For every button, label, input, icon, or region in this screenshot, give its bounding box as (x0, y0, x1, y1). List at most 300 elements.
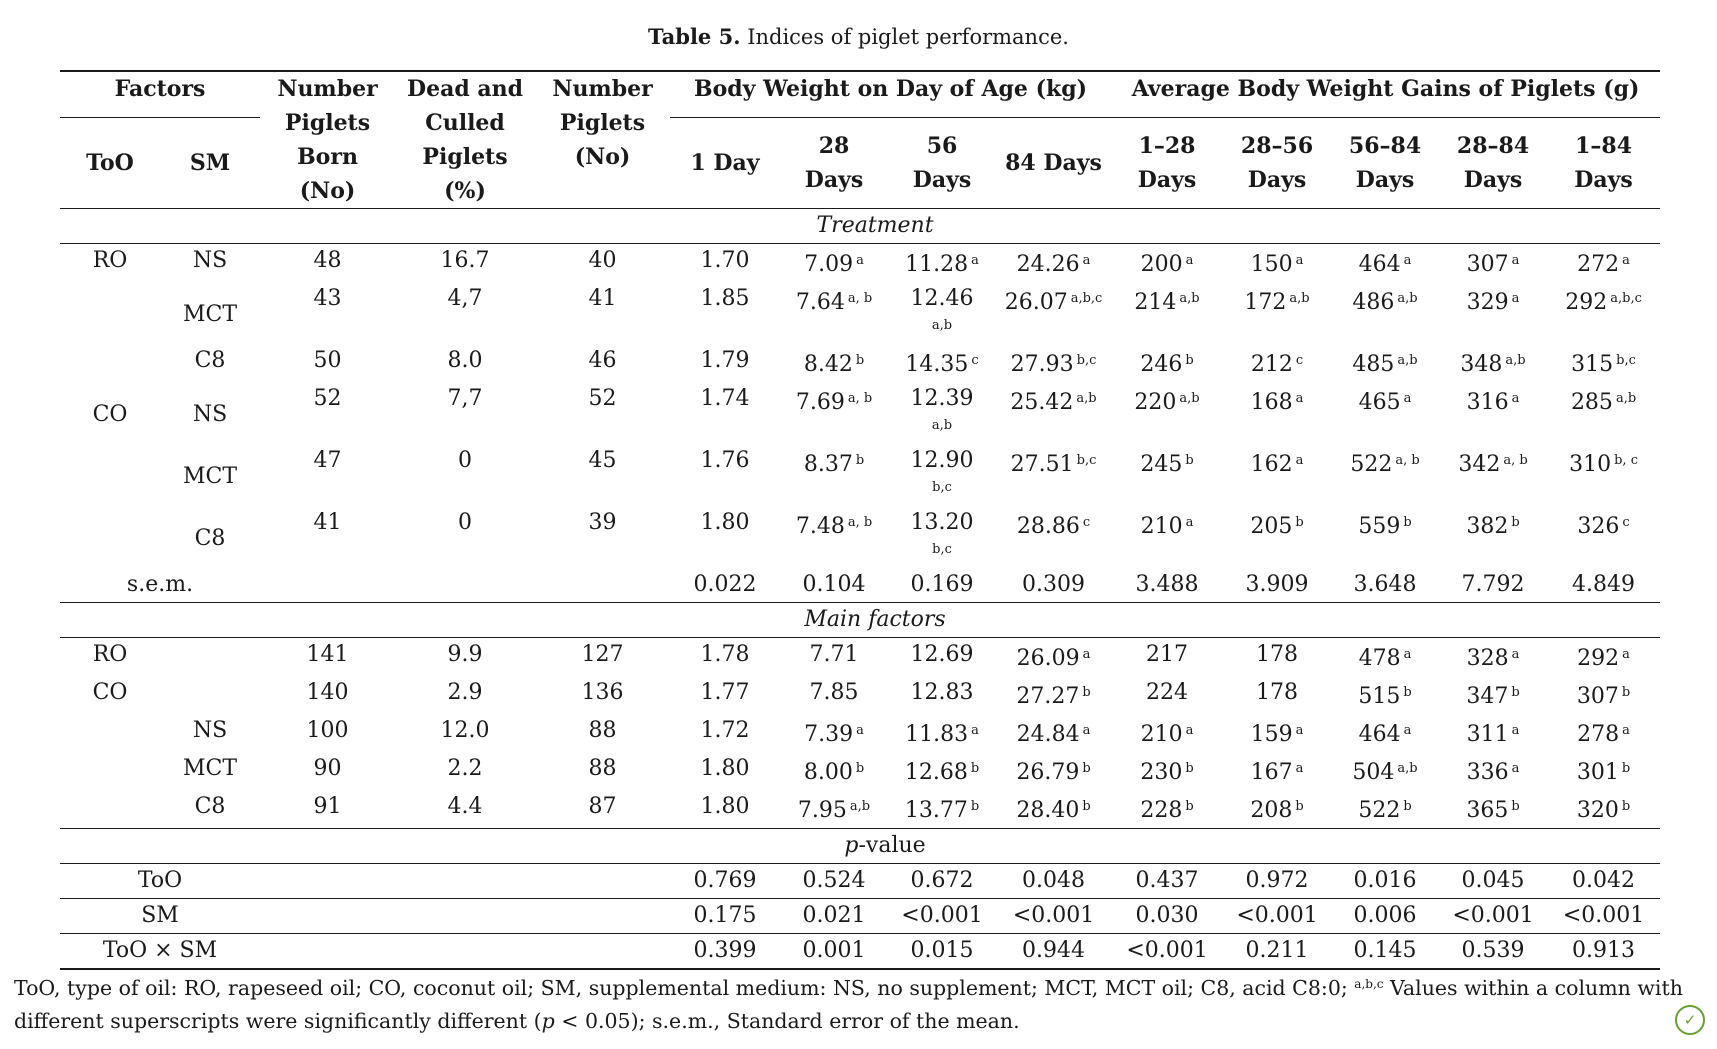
value-cell (1111, 506, 1223, 568)
cell-superscript: a,b (931, 318, 953, 333)
cell-value: 12.90 (910, 448, 974, 473)
cell-value: 342 (1458, 452, 1501, 477)
value-cell (1223, 344, 1331, 382)
value-cell (1223, 244, 1331, 283)
sem-value: 0.104 (802, 572, 866, 597)
cell-superscript: a, b (1395, 453, 1420, 468)
cell-superscript: a (1403, 391, 1412, 406)
cell-value: 1.76 (700, 448, 750, 473)
p-value-label: ToO (137, 868, 183, 893)
value-cell (888, 282, 996, 344)
value-cell (780, 790, 888, 829)
cell-value: 150 (1250, 252, 1293, 277)
cell-superscript: a,b (1397, 761, 1418, 776)
value-cell (780, 752, 888, 790)
value-cell (780, 244, 888, 283)
header-line: Born (297, 144, 358, 170)
cell-value: 320 (1576, 798, 1619, 823)
cell-value: 26.79 (1016, 760, 1080, 785)
row-too (60, 790, 160, 829)
row-too: RO (92, 248, 128, 273)
table-body (60, 209, 1660, 970)
p-value-cell: <0.001 (1126, 938, 1208, 963)
cell-superscript: b, c (1614, 453, 1638, 468)
value-cell (1331, 282, 1439, 344)
value-cell (1547, 444, 1660, 506)
cell-superscript: c (1295, 353, 1304, 368)
value-cell (1111, 752, 1223, 790)
empty-cell (260, 934, 395, 970)
value-cell (1223, 638, 1331, 677)
cell-value: 365 (1466, 798, 1509, 823)
value-cell (670, 344, 780, 382)
cell-superscript: a,b (849, 799, 871, 814)
footnote-p: p (541, 1009, 555, 1033)
cell-value: 27.93 (1010, 352, 1074, 377)
cell-superscript: a (1511, 291, 1520, 306)
row-sm: MCT (182, 302, 238, 327)
value-cell (1547, 282, 1660, 344)
row-number: 88 (588, 718, 617, 743)
row-dead: 9.9 (447, 642, 483, 667)
cell-value: 7.48 (795, 514, 845, 539)
value-cell (1331, 714, 1439, 752)
row-too: CO (92, 680, 128, 705)
cell-value: 27.27 (1016, 684, 1080, 709)
cell-superscript: b (970, 761, 980, 776)
cell-value: 310 (1569, 452, 1612, 477)
value-cell (1439, 790, 1547, 829)
value-cell (670, 676, 780, 714)
row-number: 46 (588, 348, 617, 373)
header-col-6 (1331, 118, 1439, 209)
empty-cell (535, 864, 670, 899)
cell-value: 1.70 (700, 248, 750, 273)
empty-cell (260, 864, 395, 899)
row-too: RO (92, 642, 128, 667)
header-line: Days (1463, 167, 1523, 194)
cell-superscript: a,b,c (1610, 291, 1642, 306)
cell-superscript: a (1511, 647, 1520, 662)
p-value-p: p (844, 833, 859, 858)
value-cell (1223, 752, 1331, 790)
row-dead: 12.0 (440, 718, 490, 743)
value-cell (1439, 714, 1547, 752)
value-cell (996, 282, 1111, 344)
row-sm: MCT (182, 464, 238, 489)
empty-cell (395, 899, 535, 934)
value-cell (1331, 244, 1439, 283)
value-cell (888, 344, 996, 382)
cell-superscript: b (855, 453, 865, 468)
main-factor-row (60, 790, 1660, 829)
value-cell (1223, 714, 1331, 752)
p-value-cell: 0.016 (1353, 868, 1417, 893)
value-cell (1547, 344, 1660, 382)
cell-superscript: b (1511, 799, 1520, 814)
row-number: 127 (581, 642, 624, 667)
header-line: Piglets (422, 144, 508, 170)
sem-value: 7.792 (1461, 572, 1525, 597)
p-value-rest: -value (858, 833, 926, 858)
row-too (60, 506, 160, 568)
value-cell (888, 676, 996, 714)
p-value-cell: 0.437 (1135, 868, 1199, 893)
header-line: Number (277, 76, 378, 102)
value-cell (1111, 638, 1223, 677)
cell-superscript: b (855, 761, 865, 776)
value-cell (996, 676, 1111, 714)
row-sm (160, 638, 260, 677)
row-sm: NS (192, 718, 228, 743)
cell-value: 328 (1466, 646, 1509, 671)
value-cell (996, 244, 1111, 283)
table-footnote (14, 968, 1704, 1038)
cell-superscript: a (971, 253, 979, 268)
header-col-4 (1111, 118, 1223, 209)
header-line: Days (1355, 167, 1415, 194)
cell-superscript: b (1295, 799, 1304, 814)
cell-value: 278 (1577, 722, 1620, 747)
row-sm: NS (192, 248, 228, 273)
cell-value: 316 (1466, 390, 1509, 415)
p-value-row (60, 829, 1660, 864)
footnote-part1: ToO, type of oil: RO, rapeseed oil; CO, coconut oil; SM, supplemental medium: NS, no supplement; MCT, MCT oil; C8, acid C8:0; (14, 976, 1355, 1000)
p-value-cell: 0.399 (693, 938, 757, 963)
row-too: CO (92, 402, 128, 427)
cell-value: 485 (1352, 352, 1395, 377)
cell-superscript: a (1511, 761, 1520, 776)
value-cell (1439, 244, 1547, 283)
cell-value: 504 (1352, 760, 1395, 785)
header-line: Days (1247, 167, 1307, 194)
treatment-row (60, 382, 1660, 444)
value-cell (888, 506, 996, 568)
row-number: 41 (588, 286, 617, 311)
p-value-cell: 0.211 (1245, 938, 1309, 963)
value-cell (780, 282, 888, 344)
cell-superscript: b (1082, 685, 1091, 700)
value-cell (1547, 244, 1660, 283)
cell-value: 214 (1134, 290, 1177, 315)
header-line: Days (1137, 167, 1197, 194)
main-factors-label (60, 603, 1660, 638)
header-number-born (260, 71, 395, 209)
value-cell (996, 344, 1111, 382)
cell-superscript: b,c (1076, 453, 1097, 468)
value-cell (1439, 282, 1547, 344)
value-cell (1111, 282, 1223, 344)
value-cell (1111, 790, 1223, 829)
cell-superscript: a (1295, 761, 1304, 776)
cell-value: 246 (1140, 352, 1183, 377)
treatment-row (60, 344, 1660, 382)
sem-value: 3.488 (1135, 572, 1199, 597)
cell-superscript: b (1511, 515, 1520, 530)
header-line: 84 Days (1005, 150, 1102, 177)
value-cell (1547, 714, 1660, 752)
value-cell (1223, 506, 1331, 568)
cell-superscript: b (1403, 685, 1412, 700)
cell-value: 220 (1134, 390, 1177, 415)
cell-value: 205 (1250, 514, 1293, 539)
cell-superscript: a, b (847, 391, 873, 406)
value-cell (670, 382, 780, 444)
cell-value: 172 (1244, 290, 1287, 315)
cell-value: 26.07 (1004, 290, 1068, 315)
cell-value: 7.95 (797, 798, 847, 823)
sem-value: 0.022 (693, 572, 757, 597)
header-col-7 (1439, 118, 1547, 209)
row-born: 41 (313, 510, 342, 535)
cell-superscript: a,b (1179, 291, 1200, 306)
header-line: (No) (574, 144, 631, 170)
cell-value: 200 (1140, 252, 1183, 277)
cell-value: 7.69 (795, 390, 845, 415)
header-line: Number (552, 76, 653, 102)
treatment-label (60, 209, 1660, 244)
cell-value: 307 (1576, 684, 1619, 709)
row-number: 45 (588, 448, 617, 473)
cell-superscript: a (1295, 453, 1304, 468)
cell-superscript: a (1403, 723, 1412, 738)
row-sm: C8 (194, 526, 226, 551)
treatment-row (60, 506, 1660, 568)
cell-value: 7.71 (809, 642, 859, 667)
sem-row (60, 568, 1660, 603)
empty-cell (535, 568, 670, 603)
value-cell (996, 506, 1111, 568)
cell-value: 464 (1358, 252, 1401, 277)
header-line: Days (804, 167, 864, 194)
value-cell (996, 382, 1111, 444)
header-col-5 (1223, 118, 1331, 209)
cell-value: 178 (1256, 680, 1299, 705)
row-born: 50 (313, 348, 342, 373)
value-cell (888, 244, 996, 283)
cell-value: 8.00 (803, 760, 853, 785)
p-value-label: ToO × SM (102, 938, 218, 963)
value-cell (1439, 344, 1547, 382)
value-cell (1547, 676, 1660, 714)
cell-superscript: b,c (1616, 353, 1636, 368)
header-line: Dead and (407, 76, 524, 102)
cell-value: 292 (1577, 646, 1620, 671)
header-line: 56 (926, 133, 958, 160)
row-born: 43 (313, 286, 342, 311)
cell-superscript: b (1621, 761, 1631, 776)
header-line: (No) (299, 178, 356, 204)
value-cell (1547, 382, 1660, 444)
cell-value: 12.69 (910, 642, 974, 667)
cell-value: 228 (1140, 798, 1183, 823)
cell-superscript: a (1511, 723, 1520, 738)
cell-superscript: a (1082, 723, 1091, 738)
row-number: 39 (588, 510, 617, 535)
header-col-2 (888, 118, 996, 209)
cell-value: 307 (1466, 252, 1509, 277)
cell-superscript: b (1185, 799, 1194, 814)
row-too (60, 714, 160, 752)
value-cell (1331, 676, 1439, 714)
header-line: Piglets (284, 110, 371, 136)
p-value-row (60, 864, 1660, 899)
value-cell (1439, 638, 1547, 677)
cell-value: 522 (1358, 798, 1401, 823)
value-cell (1111, 382, 1223, 444)
value-cell (888, 714, 996, 752)
row-born: 52 (313, 386, 342, 411)
cell-superscript: b (1295, 515, 1304, 530)
row-sm (160, 676, 260, 714)
p-value-row (60, 899, 1660, 934)
value-cell (1331, 506, 1439, 568)
p-value-cell: 0.015 (910, 938, 974, 963)
header-line: 1 Day (690, 150, 760, 177)
treatment-text: Treatment (816, 213, 934, 238)
value-cell (888, 790, 996, 829)
cell-superscript: b (1082, 761, 1091, 776)
p-value-cell: 0.145 (1353, 938, 1417, 963)
treatment-row (60, 444, 1660, 506)
row-sm: MCT (182, 756, 238, 781)
cell-superscript: a (1622, 253, 1630, 268)
cell-value: 224 (1146, 680, 1189, 705)
p-value-label (60, 829, 1660, 864)
value-cell (1223, 382, 1331, 444)
cell-value: 7.85 (809, 680, 859, 705)
cell-superscript: a (1511, 253, 1520, 268)
cell-value: 217 (1146, 642, 1189, 667)
cell-value: 1.77 (700, 680, 750, 705)
cell-value: 515 (1358, 684, 1401, 709)
cell-value: 8.37 (803, 452, 853, 477)
cell-superscript: c (1622, 515, 1630, 530)
value-cell (996, 714, 1111, 752)
header-line: Days (1574, 167, 1633, 194)
cell-superscript: a, b (847, 291, 873, 306)
cell-superscript: a (1185, 253, 1194, 268)
cell-superscript: b (1185, 353, 1194, 368)
value-cell (888, 752, 996, 790)
value-cell (996, 790, 1111, 829)
sem-value: 0.309 (1022, 572, 1086, 597)
cell-value: 315 (1571, 352, 1614, 377)
header-line: (%) (444, 178, 486, 204)
p-value-cell: 0.672 (910, 868, 974, 893)
row-born: 48 (313, 248, 342, 273)
cell-superscript: a,b (1615, 391, 1637, 406)
cell-value: 336 (1466, 760, 1509, 785)
cell-superscript: a,b (1397, 291, 1418, 306)
row-sm: C8 (194, 794, 226, 819)
cell-superscript: b (1082, 799, 1091, 814)
cell-value: 478 (1358, 646, 1401, 671)
cell-superscript: a (1622, 723, 1630, 738)
cell-value: 11.28 (905, 252, 969, 277)
cell-superscript: b (970, 799, 980, 814)
cell-value: 167 (1250, 760, 1293, 785)
cell-value: 272 (1577, 252, 1620, 277)
p-value-label: SM (141, 903, 179, 928)
cell-value: 13.20 (910, 510, 974, 535)
empty-cell (260, 899, 395, 934)
row-too (60, 444, 160, 506)
value-cell (780, 444, 888, 506)
p-value-cell: 0.042 (1572, 868, 1636, 893)
header-line: Culled (425, 110, 505, 136)
cell-value: 464 (1358, 722, 1401, 747)
cell-value: 230 (1140, 760, 1183, 785)
cell-superscript: a (1295, 391, 1304, 406)
cell-value: 28.40 (1016, 798, 1080, 823)
p-value-cell: 0.769 (693, 868, 757, 893)
cell-superscript: b (1185, 453, 1194, 468)
cell-value: 162 (1250, 452, 1293, 477)
footnote-part2: Values within a column with different superscripts were significantly different ( (14, 976, 1683, 1033)
row-dead: 0 (458, 510, 473, 535)
p-value-cell: <0.001 (901, 903, 983, 928)
cell-superscript: a,b (931, 418, 953, 433)
header-body-weight-group: Body Weight on Day of Age (kg) (670, 71, 1111, 118)
cell-value: 1.80 (700, 510, 750, 535)
main-factors-row (60, 603, 1660, 638)
p-value-cell: <0.001 (1012, 903, 1095, 928)
header-line: 1–84 (1575, 133, 1633, 160)
header-factors: Factors (60, 71, 260, 118)
cell-value: 486 (1352, 290, 1395, 315)
value-cell (1439, 676, 1547, 714)
treatment-row (60, 209, 1660, 244)
value-cell (1439, 752, 1547, 790)
empty-cell (535, 899, 670, 934)
header-line: 28 (818, 133, 850, 160)
row-too (60, 282, 160, 344)
cell-superscript: a, b (1503, 453, 1528, 468)
cell-value: 27.51 (1010, 452, 1074, 477)
value-cell (1331, 752, 1439, 790)
p-value-cell: 0.001 (802, 938, 866, 963)
cell-value: 12.68 (904, 760, 968, 785)
cell-superscript: b,c (932, 480, 952, 495)
cell-value: 1.72 (700, 718, 750, 743)
cell-value: 12.39 (910, 386, 974, 411)
value-cell (780, 676, 888, 714)
header-col-3 (996, 118, 1111, 209)
cell-value: 12.46 (910, 286, 974, 311)
cell-value: 12.83 (910, 680, 974, 705)
cell-value: 1.79 (700, 348, 750, 373)
cell-superscript: a (1185, 723, 1194, 738)
value-cell (1223, 790, 1331, 829)
value-cell (1331, 344, 1439, 382)
header-line: Days (912, 167, 972, 194)
header-line: 28–84 (1456, 133, 1530, 160)
value-cell (780, 344, 888, 382)
cell-value: 522 (1350, 452, 1393, 477)
cell-superscript: a (1295, 253, 1304, 268)
cell-value: 212 (1250, 352, 1293, 377)
sem-value: 3.909 (1245, 572, 1309, 597)
p-value-cell: 0.006 (1353, 903, 1417, 928)
cell-value: 11.83 (905, 722, 969, 747)
row-too (60, 752, 160, 790)
p-value-cell: 0.539 (1461, 938, 1525, 963)
cell-value: 26.09 (1016, 646, 1080, 671)
cell-superscript: a,b (1505, 353, 1526, 368)
value-cell (1331, 638, 1439, 677)
cell-value: 25.42 (1010, 390, 1074, 415)
